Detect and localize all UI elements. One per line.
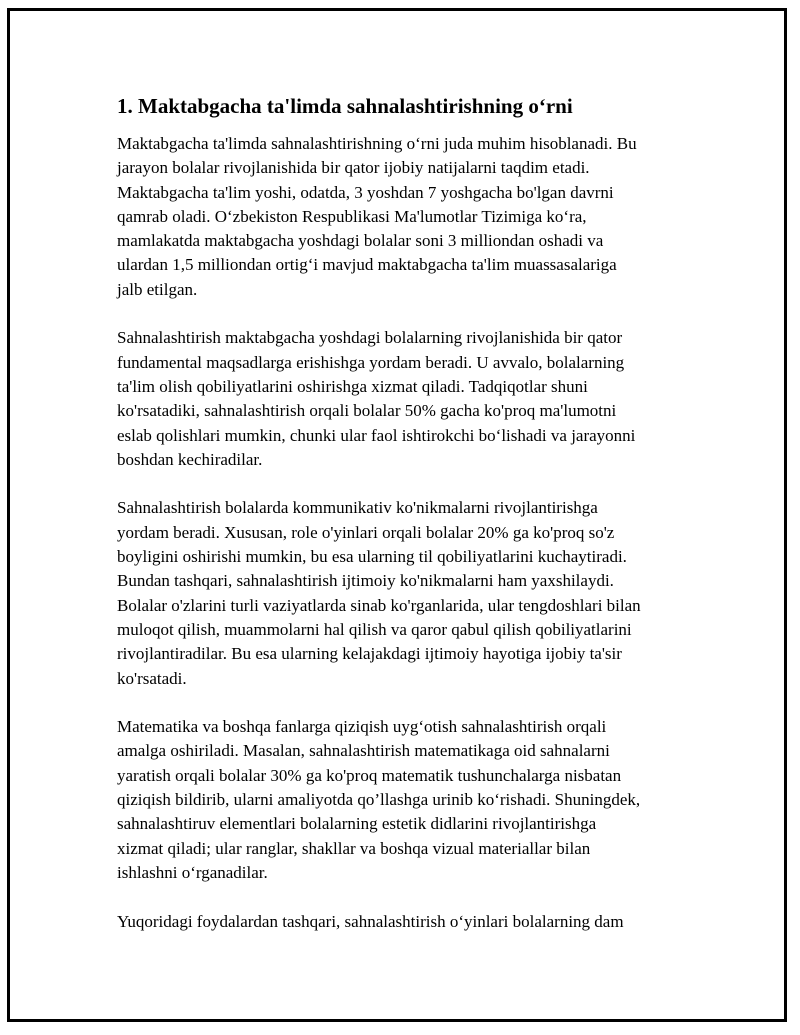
paragraph-intro: Maktabgacha ta'limda sahnalashtirishning o‘rni juda muhim hisoblanadi. Bu jarayon bolalar rivojlanishida bir qator ijobiy natijalarni taqdim etadi. Maktabgacha ta'lim yoshi, odatda, 3 yoshdan 7 yoshgacha bo'lgan davrni qamrab oladi. O‘zbekiston Respublikasi Ma'lumotlar Tizimiga ko‘ra, mamlakatda maktabgacha yoshdagi bolalar soni 3 milliondan oshadi va ulardan 1,5 milliondan ortig‘i mavjud maktabgacha ta'lim muassasalariga jalb etilgan. (117, 134, 637, 299)
paragraph-communication: Sahnalashtirish bolalarda kommunikativ ko'nikmalarni rivojlantirishga yordam beradi. Xususan, role o'yinlari orqali bolalar 20% ga ko'proq so'z boyligini oshirishi mumkin, bu esa ularning til qobiliyatlarini kuchaytiradi. Bundan tashqari, sahnalashtirish ijtimoiy ko'nikmalarni ham yaxshilaydi. Bolalar o'zlarini turli vaziyatlarda sinab ko'rganlarida, ular tengdoshlari bilan muloqot qilish, muammolarni hal qilish va qaror qabul qilish qobiliyatlarini rivojlantiradilar. Bu esa ularning kelajakdagi ijtimoiy hayotiga ijobiy ta'sir ko'rsatadi. (117, 498, 641, 688)
paragraph-continued: Yuqoridagi foydalardan tashqari, sahnalashtirish o‘yinlari bolalarning dam (117, 911, 624, 931)
paragraph-math: Matematika va boshqa fanlarga qiziqish uyg‘otish sahnalashtirish orqali amalga oshiriladi. Masalan, sahnalashtirish matematikaga oid sahnalarni yaratish orqali bolalar 30% ga ko'proq matematik tushunchalarga nisbatan qiziqish bildirib, ularni amaliyotda qo’llashga urinib ko‘rishadi. Shuningdek, sahnalashtiruv elementlari bolalarning estetik didlarini rivojlantirishga xizmat qiladi; ular ranglar, shakllar va boshqa vizual materiallar bilan ishlashni o‘rganadilar. (117, 717, 641, 882)
section-heading: 1. Maktabgacha ta'limda sahnalashtirishning o‘rni (117, 94, 573, 118)
document-body (117, 92, 717, 958)
paragraph-goals: Sahnalashtirish maktabgacha yoshdagi bolalarning rivojlanishida bir qator fundamental maqsadlarga erishishga yordam beradi. U avvalo, bolalarning ta'lim olish qobiliyatlarini oshirishga xizmat qiladi. Tadqiqotlar shuni ko'rsatadiki, sahnalashtirish orqali bolalar 50% gacha ko'proq ma'lumotni eslab qolishlari mumkin, chunki ular faol ishtirokchi bo‘lishadi va jarayonni boshdan kechiradilar. (117, 328, 636, 469)
